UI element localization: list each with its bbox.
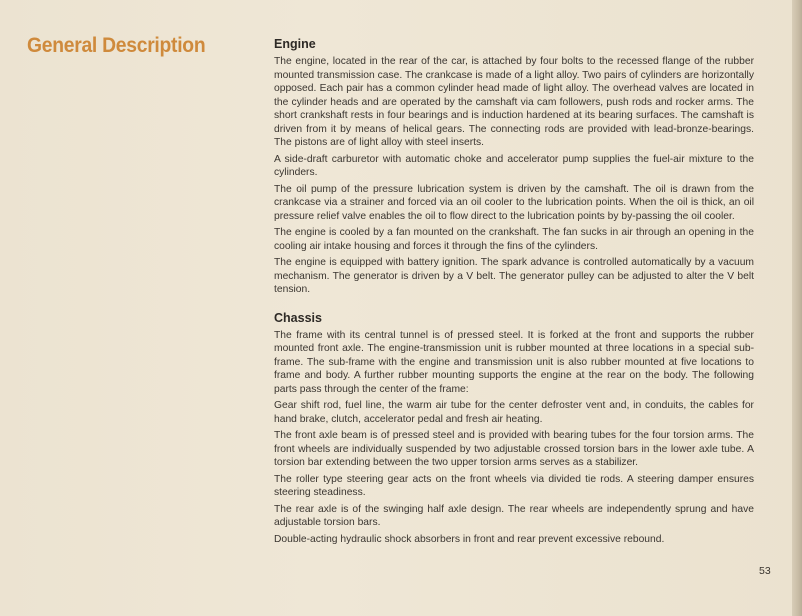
chassis-paragraph: The rear axle is of the swinging half axle design. The rear wheels are independently sprung and have adjustable torsion bars. xyxy=(274,503,754,528)
engine-paragraph: The oil pump of the pressure lubrication system is driven by the camshaft. The oil is drawn from the crankcase via a strainer and forced via an oil cooler to the lubrication points. When the oil is thick, an oil pressure relief valve enables the oil to flow direct to the lubrication points by by-passing the oil cooler. xyxy=(274,183,754,222)
chassis-paragraph: The frame with its central tunnel is of pressed steel. It is forked at the front and supports the rubber mounted front axle. The engine-transmission unit is rubber mounted at three locations in a special sub-frame. The sub-frame with the engine and transmission unit is also rubber mounted at five locations to frame and body. A further rubber mounting supports the engine at the rear on the body. The following parts pass through the center of the frame: xyxy=(274,329,754,395)
engine-section xyxy=(274,37,754,297)
chassis-paragraph: The front axle beam is of pressed steel and is provided with bearing tubes for the four torsion arms. The front wheels are individually suspended by two adjustable crossed torsion bars in the lower axle tube. A torsion bar extending between the two upper torsion arms serves as a stabilizer. xyxy=(274,430,754,468)
chassis-paragraph: Double-acting hydraulic shock absorbers in front and rear prevent excessive rebound. xyxy=(274,533,665,545)
engine-paragraph: The engine, located in the rear of the car, is attached by four bolts to the recessed flange of the rubber mounted transmission case. The crankcase is made of a light alloy. Two pairs of cylinders are horizontally opposed. Each pair has a common cylinder head made of light alloy. The overhead valves are located in the cylinder heads and are operated by the camshaft via cam followers, push rods and rocker arms. The short crankshaft rests in four bearings and is induction hardened at its bearing surfaces. The camshaft is driven from it by means of helical gears. The connecting rods are provided with lead-bronze-bearings. The pistons are of light alloy with steel inserts. xyxy=(274,56,754,148)
engine-paragraph: A side-draft carburetor with automatic choke and accelerator pump supplies the fuel-air mixture to the cylinders. xyxy=(274,153,754,178)
chassis-paragraph: Gear shift rod, fuel line, the warm air tube for the center defroster vent and, in conduits, the cables for hand brake, clutch, accelerator pedal and fresh air heating. xyxy=(274,400,754,425)
chassis-paragraph: The roller type steering gear acts on the front wheels via divided tie rods. A steering damper ensures steering steadiness. xyxy=(274,473,754,498)
engine-paragraph: The engine is equipped with battery ignition. The spark advance is controlled automatically by a vacuum mechanism. The generator is driven by a V belt. The generator pulley can be adjusted to alter the V belt tension. xyxy=(274,257,754,295)
chassis-heading: Chassis xyxy=(274,310,322,325)
engine-paragraph: The engine is cooled by a fan mounted on the crankshaft. The fan sucks in air through an opening in the cooling air intake housing and forces it through the fins of the cylinders. xyxy=(274,227,754,252)
page-edge xyxy=(792,0,802,616)
section-title: General Description xyxy=(27,34,206,57)
chassis-section xyxy=(274,311,754,547)
page-number: 53 xyxy=(759,565,771,577)
content-column xyxy=(274,37,754,549)
engine-heading: Engine xyxy=(274,37,316,51)
